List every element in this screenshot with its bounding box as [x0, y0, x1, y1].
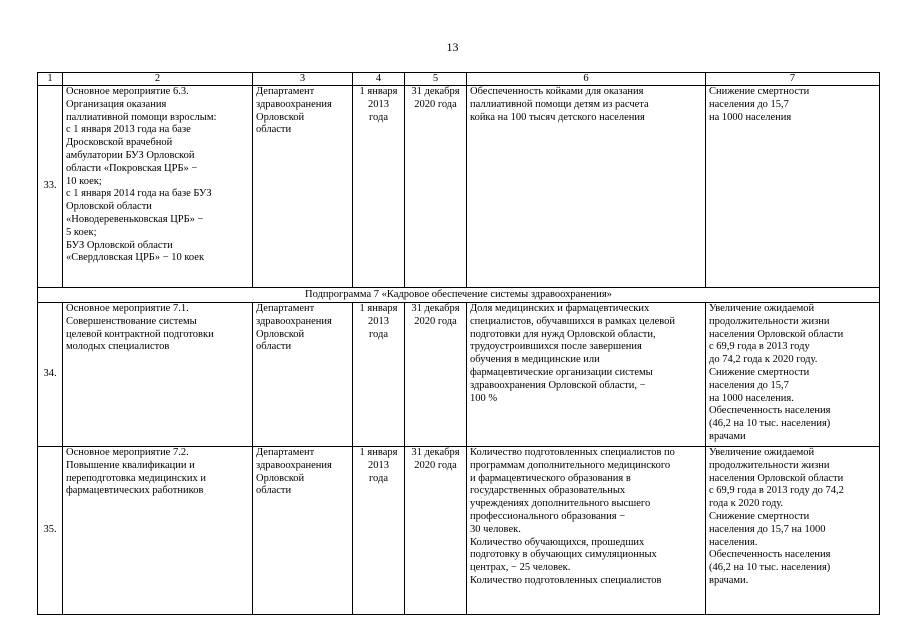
indicator-cell: Количество подготовленных специалистов по программам дополнительного медицинского и фармацевтического образования в государственных образовательных учреждениях дополнительного высшего профессионального образования − 30 человек. Количество обучающихся, прошедших подготовку в обучающих симуляционных центрах, − 25 человек. Количество подготовленных специалистов — [467, 447, 706, 615]
header-cell: 3 — [253, 73, 353, 86]
executor-cell: Департамент здравоохранения Орловской области — [253, 447, 353, 615]
indicator-cell: Обеспеченность койками для оказания паллиативной помощи детям из расчета койка на 100 тысяч детского населения — [467, 86, 706, 288]
header-cell: 1 — [38, 73, 63, 86]
table-row-35 — [38, 447, 880, 615]
executor-cell: Департамент здравоохранения Орловской области — [253, 303, 353, 447]
indicator-cell: Доля медицинских и фармацевтических специалистов, обучавшихся в рамках целевой подготовки для нужд Орловской области, трудоустроившихся после завершения обучения в медицинские или фармацевтические организации системы здравоохранения Орловской области, − 100 % — [467, 303, 706, 447]
measure-cell: Основное мероприятие 7.2. Повышение квалификации и переподготовка медицинских и фармацевтических работников — [63, 447, 253, 615]
table-header-row — [38, 73, 880, 86]
end-date-cell: 31 декабря 2020 года — [405, 447, 467, 615]
subprogram-title: Подпрограмма 7 «Кадровое обеспечение системы здравоохранения» — [38, 288, 880, 303]
start-date-cell: 1 января 2013 года — [353, 86, 405, 288]
table-row-34 — [38, 303, 880, 447]
page-number: 13 — [446, 40, 459, 54]
row-number: 35. — [38, 447, 63, 615]
header-cell: 5 — [405, 73, 467, 86]
measure-cell: Основное мероприятие 6.3. Организация оказания паллиативной помощи взрослым: с 1 января 2013 года на базе Дросковской врачебной амбулатории БУЗ Орловской области «Покровская ЦРБ» − 10 коек; с 1 января 2014 года на базе БУЗ Орловской области «Новодеревеньковская ЦРБ» − 5 коек; БУЗ Орловской области «Свердловская ЦРБ» − 10 коек — [63, 86, 253, 288]
header-cell: 7 — [706, 73, 880, 86]
start-date-cell: 1 января 2013 года — [353, 303, 405, 447]
header-cell: 6 — [467, 73, 706, 86]
result-cell: Увеличение ожидаемой продолжительности жизни населения Орловской области с 69,9 года в 2013 году до 74,2 года к 2020 году. Снижение смертности населения до 15,7 на 1000 населения. Обеспеченность населения (46,2 на 10 тыс. населения) врачами. — [706, 447, 880, 615]
measure-cell: Основное мероприятие 7.1. Совершенствование системы целевой контрактной подготовки молодых специалистов — [63, 303, 253, 447]
start-date-cell: 1 января 2013 года — [353, 447, 405, 615]
result-cell: Снижение смертности населения до 15,7 на 1000 населения — [706, 86, 880, 288]
end-date-cell: 31 декабря 2020 года — [405, 303, 467, 447]
result-cell: Увеличение ожидаемой продолжительности жизни населения Орловской области с 69,9 года в 2013 году до 74,2 года к 2020 году. Снижение смертности населения до 15,7 на 1000 населения. Обеспеченность населения (46,2 на 10 тыс. населения) врачами — [706, 303, 880, 447]
header-cell: 2 — [63, 73, 253, 86]
end-date-cell: 31 декабря 2020 года — [405, 86, 467, 288]
subprogram-row — [38, 288, 880, 303]
executor-cell: Департамент здравоохранения Орловской области — [253, 86, 353, 288]
row-number: 33. — [38, 86, 63, 288]
table-row-33 — [38, 86, 880, 288]
row-number: 34. — [38, 303, 63, 447]
program-table — [37, 72, 880, 615]
header-cell: 4 — [353, 73, 405, 86]
